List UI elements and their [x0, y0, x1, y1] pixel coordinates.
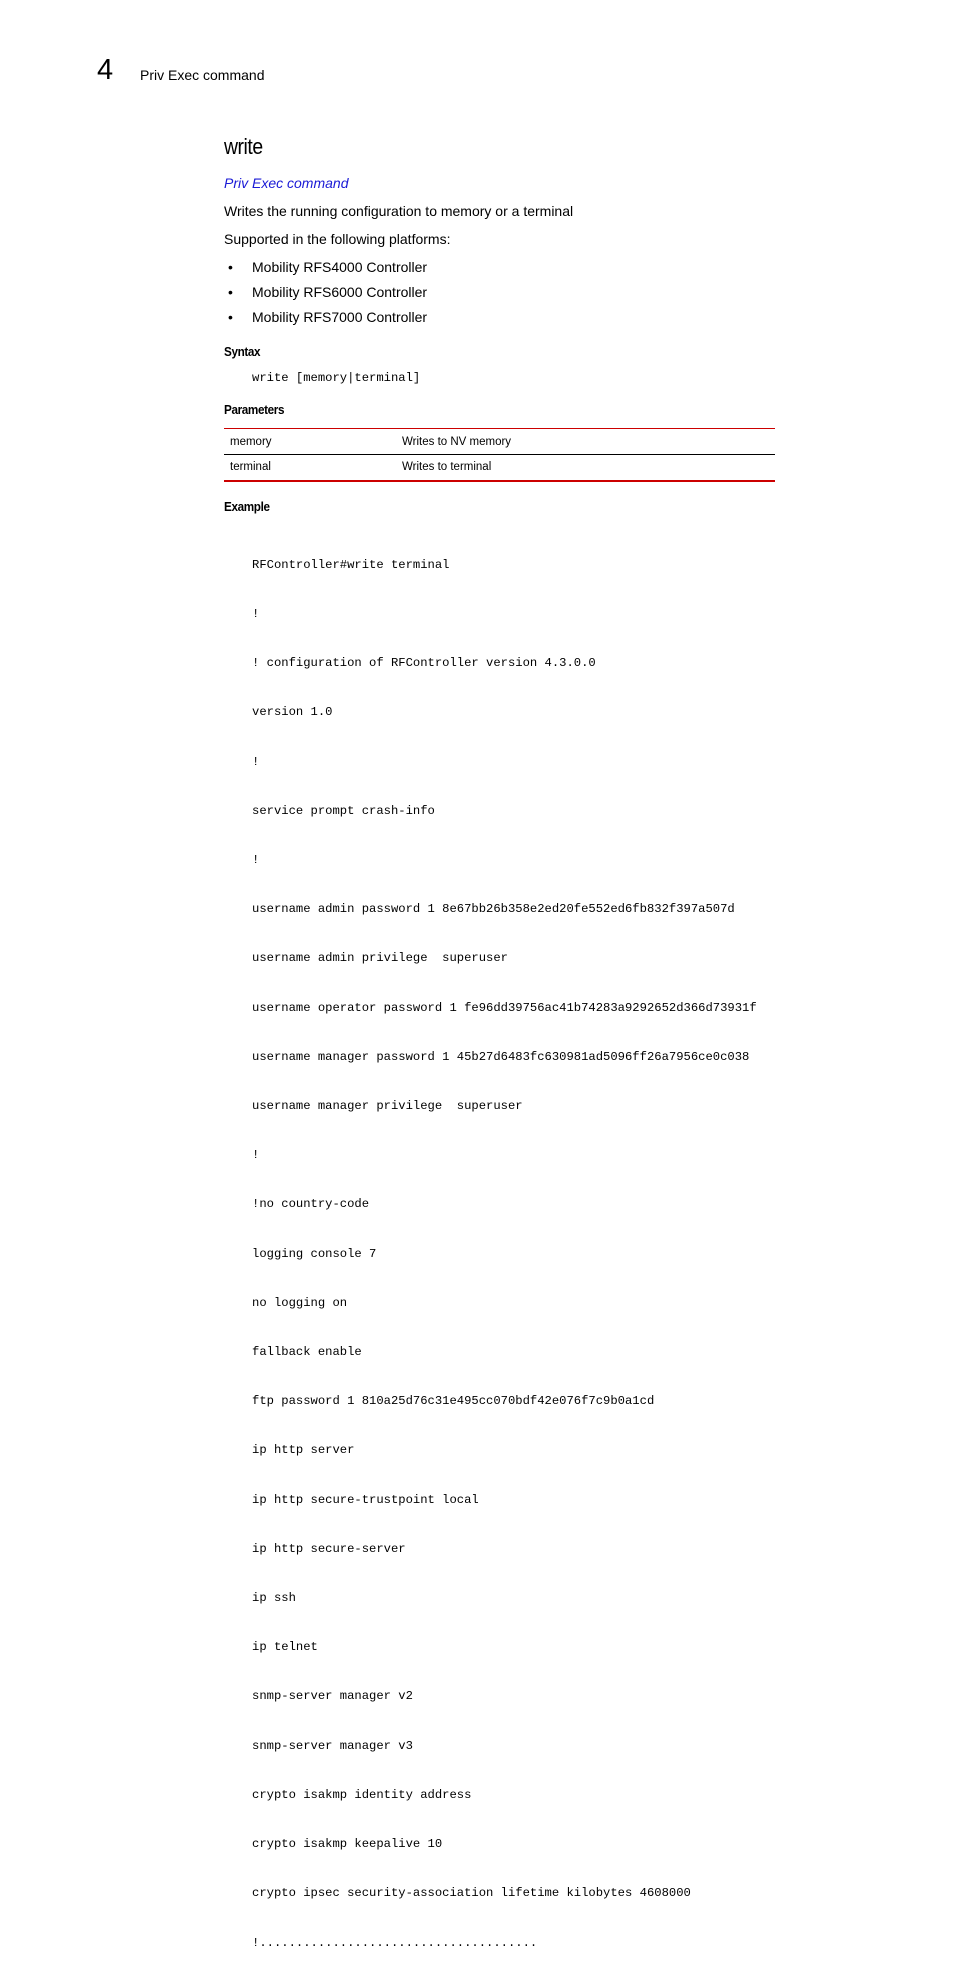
code-line: ip telnet — [252, 1640, 318, 1655]
table-row — [224, 429, 775, 455]
code-line: no logging on — [252, 1295, 348, 1310]
code-line: username manager password 1 45b27d6483fc630981ad5096ff26a7956ce0c038 — [252, 1049, 750, 1064]
priv-exec-command-link[interactable]: Priv Exec command — [224, 175, 349, 191]
code-line: ! — [252, 853, 260, 868]
code-line: ip http server — [252, 1443, 355, 1458]
code-line: ! — [252, 607, 260, 622]
syntax-heading: Syntax — [224, 344, 261, 359]
param-description: Writes to terminal — [396, 455, 775, 481]
code-line: ip http secure-trustpoint local — [252, 1492, 479, 1507]
code-line: fallback enable — [252, 1345, 362, 1360]
parameters-heading: Parameters — [224, 402, 285, 417]
list-item — [224, 308, 427, 333]
code-line: crypto isakmp identity address — [252, 1787, 472, 1802]
code-line: service prompt crash-info — [252, 803, 435, 818]
chapter-number: 4 — [97, 54, 114, 86]
list-item — [224, 258, 427, 283]
example-code-block — [252, 524, 757, 1984]
chapter-title: Priv Exec command — [140, 67, 265, 83]
code-line: RFController#write terminal — [252, 557, 450, 572]
parameters-table — [224, 428, 775, 482]
code-line: snmp-server manager v2 — [252, 1689, 413, 1704]
code-line: ftp password 1 810a25d76c31e495cc070bdf42e076f7c9b0a1cd — [252, 1394, 655, 1409]
code-line: !...................................... — [252, 1935, 538, 1950]
platform-label: Mobility RFS6000 Controller — [252, 284, 428, 300]
code-line: ! — [252, 1148, 260, 1163]
code-line: ip http secure-server — [252, 1541, 406, 1556]
code-line: crypto ipsec security-association lifetime kilobytes 4608000 — [252, 1886, 691, 1901]
code-line: logging console 7 — [252, 1246, 377, 1261]
example-heading: Example — [224, 499, 270, 514]
platform-label: Mobility RFS4000 Controller — [252, 259, 428, 275]
code-line: username operator password 1 fe96dd39756ac41b74283a9292652d366d73931f — [252, 1000, 757, 1015]
bullet-icon: • — [228, 284, 233, 300]
syntax-line: write [memory|terminal] — [252, 371, 421, 385]
table-row — [224, 455, 775, 481]
command-description: Writes the running configuration to memory or a terminal — [224, 203, 574, 219]
bullet-icon: • — [228, 309, 233, 325]
platform-list — [224, 258, 427, 333]
code-line: version 1.0 — [252, 705, 333, 720]
code-line: username admin privilege superuser — [252, 951, 508, 966]
code-line: ! — [252, 754, 260, 769]
bullet-icon: • — [228, 259, 233, 275]
code-line: username admin password 1 8e67bb26b358e2ed20fe552ed6fb832f397a507d — [252, 902, 735, 917]
list-item — [224, 283, 427, 308]
command-title: write — [224, 134, 263, 159]
param-description: Writes to NV memory — [396, 429, 775, 455]
param-name: terminal — [224, 455, 396, 481]
code-line: crypto isakmp keepalive 10 — [252, 1837, 443, 1852]
platform-label: Mobility RFS7000 Controller — [252, 309, 428, 325]
platforms-intro: Supported in the following platforms: — [224, 231, 451, 247]
code-line: snmp-server manager v3 — [252, 1738, 413, 1753]
param-name: memory — [224, 429, 396, 455]
code-line: ! configuration of RFController version 4.3.0.0 — [252, 656, 596, 671]
code-line: username manager privilege superuser — [252, 1099, 523, 1114]
code-line: ip ssh — [252, 1591, 296, 1606]
code-line: !no country-code — [252, 1197, 370, 1212]
